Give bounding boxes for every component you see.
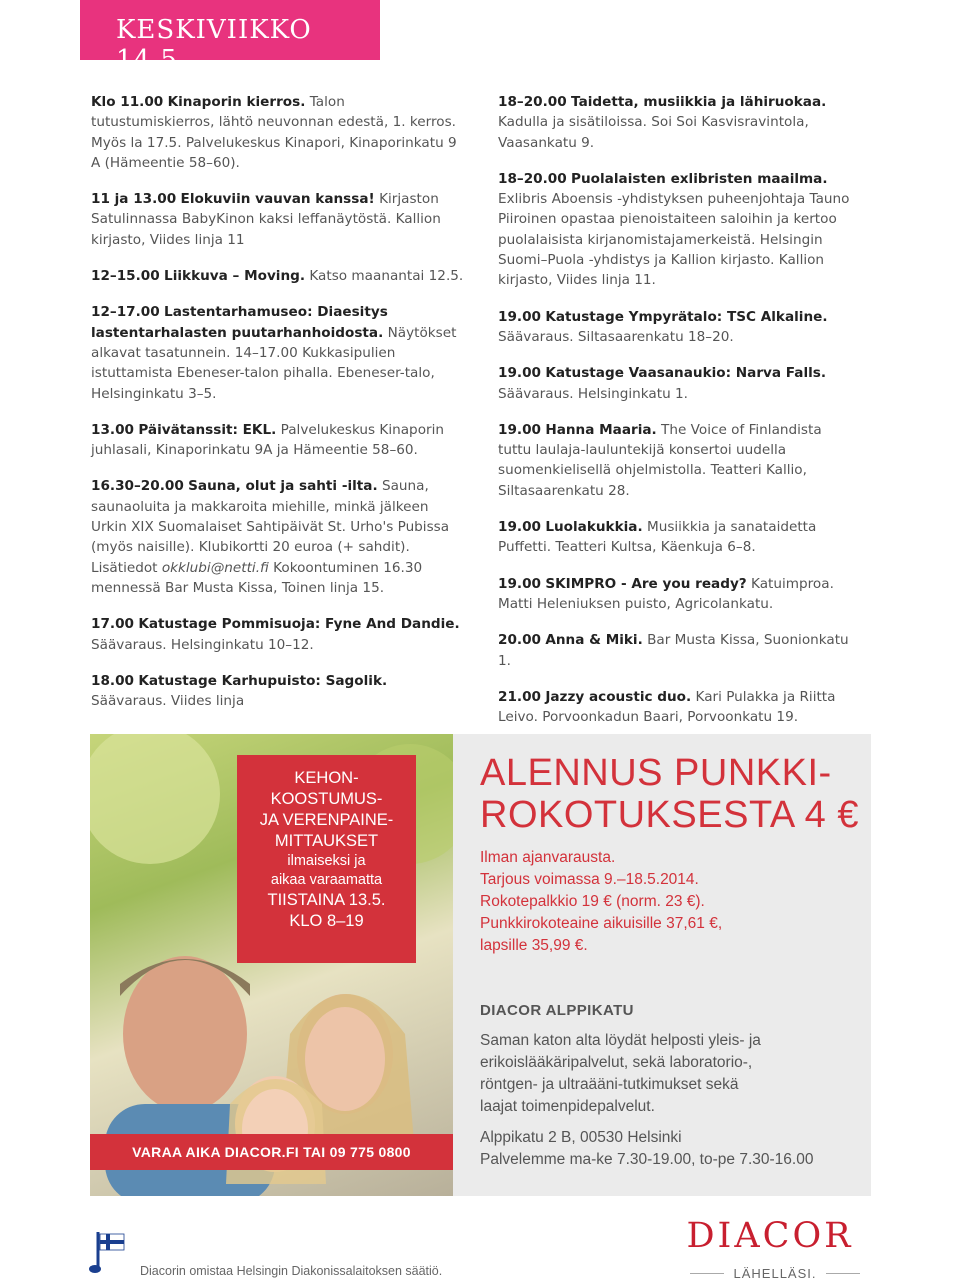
- event-desc: Exlibris Aboensis -yhdistyksen puheenjohtaja Tauno Piiroinen opastaa pienoistaiteen saloihin ja kertoo puolalaisista kirjanomistajamerkeistä. Helsingin Suomi–Puola -yhdistys ja Kallion kirjasto. Kallion kirjasto, Viides linja 11.: [498, 191, 850, 289]
- diacor-logo: DIACOR: [686, 1216, 854, 1256]
- event-item: [498, 92, 858, 153]
- event-desc: Palvelukeskus Kinaporin juhlasali, Kinaporinkatu 9A ja Hämeentie 58–60.: [91, 421, 444, 459]
- event-name: Lastentarhamuseo: Diaesitys lastentarhalasten puutarhanhoidosta.: [91, 304, 388, 341]
- event-item: [498, 307, 858, 348]
- event-name: SKIMPRO - Are you ready?: [545, 575, 747, 592]
- brand-slogan: LÄHELLÄSI.: [733, 1266, 817, 1281]
- event-desc: Katso maanantai 12.5.: [309, 268, 464, 285]
- event-desc: Sauna, saunaoluita ja makkaroita miehille, minkä jälkeen Urkin XIX Suomalaiset Sahtipäivät St. Urho's Pubissa (myös naisille). Klubikortti 20 euroa (+ sahdit). Lisätiedot: [91, 478, 450, 576]
- section-line: Saman katon alta löydät helposti yleis- ja: [480, 1032, 761, 1049]
- event-name: Luolakukkia.: [545, 519, 643, 536]
- event-name: Katustage Pommisuoja: Fyne And Dandie.: [138, 616, 460, 633]
- event-item: [498, 420, 858, 501]
- ad-text-area: [480, 752, 860, 1168]
- event-desc-cont: Kokoontuminen 16.30 mennessä Bar Musta Kissa, Toinen linja 15.: [91, 559, 423, 596]
- event-item: [91, 671, 467, 712]
- event-name: Hanna Maaria.: [545, 421, 657, 438]
- offer-line: Ilman ajanvarausta.: [480, 849, 616, 866]
- event-item: [498, 630, 858, 671]
- events-left-column: [91, 92, 467, 727]
- event-name: Taidetta, musiikkia ja lähiruokaa.: [571, 94, 827, 110]
- event-desc: Talon tutustumiskierros, lähtö neuvonnan edestä, 1. kerros. Myös la 17.5. Palvelukeskus Kinapori, Kinaporinkatu 9 A (Hämeentie 58–60).: [91, 94, 457, 171]
- promo-box: [237, 755, 416, 963]
- event-name: Elokuviin vauvan kanssa!: [180, 191, 375, 208]
- event-time: 19.00: [498, 308, 541, 325]
- headline-line: ALENNUS PUNKKI-: [480, 752, 832, 794]
- promo-line: MITTAUKSET: [274, 832, 379, 850]
- event-time: 19.00: [498, 575, 541, 592]
- event-item: [91, 302, 467, 403]
- booking-bar[interactable]: VARAA AIKA DIACOR.FI TAI 09 775 0800: [90, 1134, 453, 1170]
- event-time: Klo 11.00: [91, 94, 164, 110]
- event-desc: The Voice of Finlandista tuttu laulaja-lauluntekijä konsertoi uudella suomenkielisellä ohjelmistolla. Teatteri Kallio, Siltasaarenkatu 28.: [498, 421, 822, 499]
- promo-line: JA VERENPAINE-: [259, 811, 394, 829]
- page-title: KESKIVIIKKO 14.5.: [116, 15, 312, 75]
- event-item: [91, 92, 467, 173]
- event-name: Anna & Miki.: [545, 632, 643, 649]
- event-desc: Säävaraus. Siltasaarenkatu 18–20.: [498, 328, 734, 345]
- event-time: 11 ja 13.00: [91, 191, 177, 208]
- section-line: laajat toimenpidepalvelut.: [480, 1098, 655, 1115]
- event-time: 18–20.00: [498, 94, 567, 110]
- event-name: Liikkuva – Moving.: [164, 268, 306, 285]
- event-item: [498, 363, 858, 404]
- promo-line: KEHON-: [294, 769, 359, 787]
- hours-line: Palvelemme ma-ke 7.30-19.00, to-pe 7.30-16.00: [480, 1151, 814, 1168]
- promo-date: TIISTAINA 13.5.: [267, 891, 386, 909]
- event-item: [498, 574, 858, 615]
- event-name: Katustage Vaasanaukio: Narva Falls.: [545, 365, 827, 382]
- event-item: [91, 189, 467, 250]
- footer-text: Diacorin omistaa Helsingin Diakonissalaitoksen säätiö.: [140, 1264, 443, 1278]
- event-time: 12–15.00: [91, 268, 160, 285]
- event-desc: Kari Pulakka ja Riitta Leivo. Porvoonkadun Baari, Porvoonkatu 19.: [498, 688, 836, 726]
- event-time: 12–17.00: [91, 304, 160, 321]
- event-time: 19.00: [498, 421, 541, 438]
- offer-details: [480, 847, 860, 957]
- event-desc: Näytökset alkavat tasatunnein. 14–17.00 Kukkasipulien istuttamista Ebeneser-talon pihalla. Ebeneser-talo, Helsinginkatu 3–5.: [91, 324, 457, 402]
- event-name: Sauna, olut ja sahti -ilta.: [188, 478, 378, 495]
- promo-line: KOOSTUMUS-: [270, 790, 383, 808]
- event-time: 16.30–20.00: [91, 478, 184, 495]
- event-desc: Kirjaston Satulinnassa BabyKinon kaksi leffanäytöstä. Kallion kirjasto, Viides linja 11: [91, 191, 441, 248]
- offer-line: Punkkirokoteaine aikuisille 37,61 €,: [480, 915, 723, 932]
- clinic-section: [480, 1002, 861, 1118]
- event-name: Katustage Karhupuisto: Sagolik.: [138, 672, 388, 689]
- event-item: [498, 169, 858, 291]
- address-section: [480, 1127, 861, 1171]
- event-time: 13.00: [91, 421, 134, 438]
- event-name: Puolalaisten exlibristen maailma.: [571, 170, 828, 187]
- event-time: 17.00: [91, 616, 134, 633]
- diacor-advertisement: [90, 734, 871, 1196]
- events-right-column: [498, 92, 858, 743]
- event-desc: Katuimproa. Matti Heleniuksen puisto, Agricolankatu.: [498, 575, 834, 612]
- event-desc: Musiikkia ja sanataidetta Puffetti. Teatteri Kultsa, Käenkuja 6–8.: [498, 519, 817, 556]
- event-item: [498, 517, 858, 558]
- event-item: [91, 420, 467, 461]
- section-line: erikoislääkäripalvelut, sekä laboratorio-,: [480, 1054, 753, 1071]
- email-link[interactable]: okklubi@netti.fi: [161, 559, 269, 576]
- promo-time: KLO 8–19: [289, 912, 364, 930]
- address-line: Alppikatu 2 B, 00530 Helsinki: [480, 1129, 682, 1146]
- event-time: 20.00: [498, 632, 541, 649]
- event-desc: Säävaraus. Helsinginkatu 10–12.: [91, 636, 314, 653]
- event-item: [498, 687, 858, 728]
- event-time: 18.00: [91, 672, 134, 689]
- event-item: [91, 476, 467, 598]
- promo-sub: ilmaiseksi ja: [287, 853, 366, 869]
- event-time: 19.00: [498, 519, 541, 536]
- event-desc: Kadulla ja sisätiloissa. Soi Soi Kasvisravintola, Vaasankatu 9.: [498, 114, 809, 151]
- headline-line: ROKOTUKSESTA 4 €: [480, 794, 859, 836]
- event-name: Päivätanssit: EKL.: [138, 421, 277, 438]
- event-name: Katustage Ympyrätalo: TSC Alkaline.: [545, 308, 828, 325]
- event-name: Jazzy acoustic duo.: [545, 688, 692, 705]
- offer-line: Rokotepalkkio 19 € (norm. 23 €).: [480, 893, 705, 910]
- ad-headline: [480, 752, 860, 836]
- section-text: [480, 1030, 861, 1118]
- foundation-logo-icon: [88, 1230, 128, 1275]
- event-desc: Bar Musta Kissa, Suonionkatu 1.: [498, 632, 849, 669]
- event-name: Kinaporin kierros.: [167, 94, 306, 110]
- section-line: röntgen- ja ultraääni-tutkimukset sekä: [480, 1076, 739, 1093]
- event-desc: Säävaraus. Helsinginkatu 1.: [498, 385, 688, 402]
- section-title: DIACOR ALPPIKATU: [480, 1002, 634, 1019]
- family-photo: [90, 734, 453, 1196]
- offer-line: lapsille 35,99 €.: [480, 937, 588, 954]
- event-time: 19.00: [498, 365, 541, 382]
- event-item: [91, 266, 467, 286]
- event-time: 18–20.00: [498, 170, 567, 187]
- promo-sub: aikaa varaamatta: [270, 872, 383, 888]
- header-banner: [80, 0, 380, 75]
- event-item: [91, 614, 467, 655]
- offer-line: Tarjous voimassa 9.–18.5.2014.: [480, 871, 699, 888]
- event-time: 21.00: [498, 688, 541, 705]
- event-desc: Säävaraus. Viides linja: [91, 693, 245, 710]
